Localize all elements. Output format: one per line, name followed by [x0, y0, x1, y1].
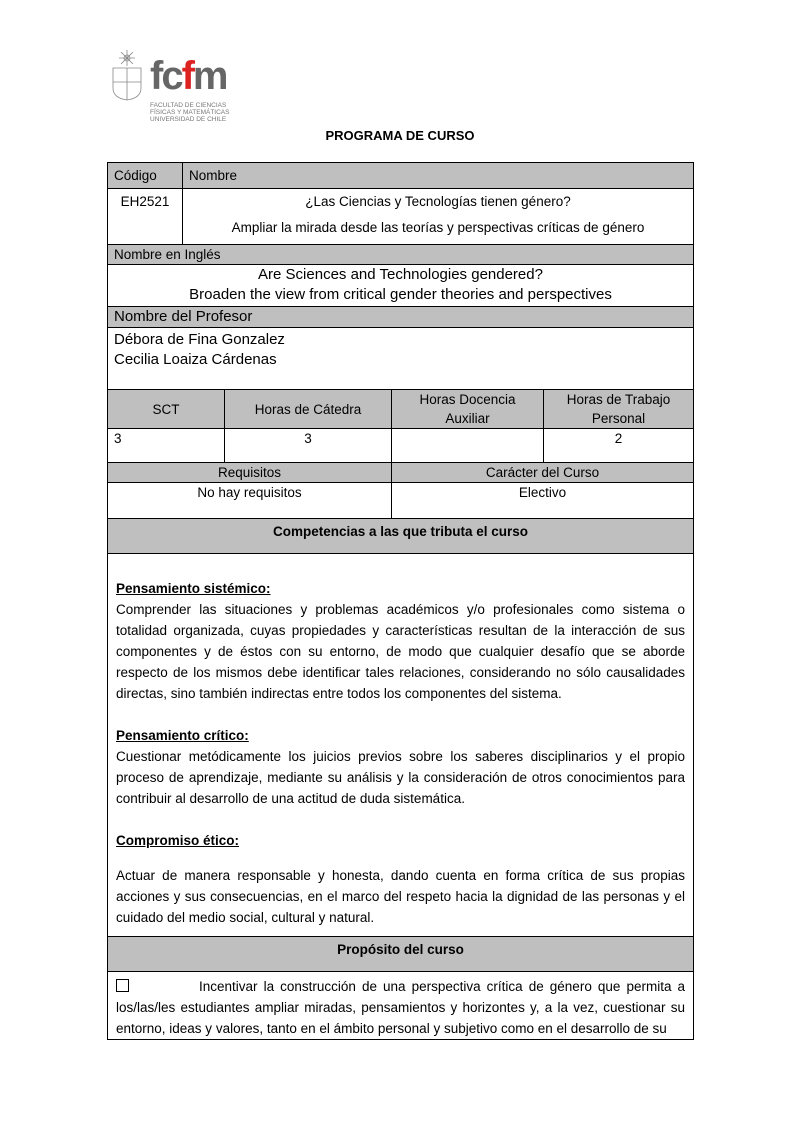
course-name-line: ¿Las Ciencias y Tecnologías tienen género? [305, 194, 571, 209]
logo-subtitle-line: FACULTAD DE CIENCIAS [150, 102, 227, 109]
competencia-title: Pensamiento sistémico: [116, 581, 271, 596]
fcfm-logo [110, 44, 240, 128]
course-name-line: Ampliar la mirada desde las teorías y perspectivas críticas de género [231, 220, 645, 235]
personal-header: Horas de Trabajo Personal [544, 390, 694, 429]
auxiliar-value [392, 429, 544, 463]
professor-name: Débora de Fina Gonzalez [114, 331, 285, 348]
catedra-value: 3 [225, 429, 392, 463]
english-name-line: Broaden the view from critical gender theories and perspectives [189, 286, 612, 303]
caracter-label: Carácter del Curso [392, 463, 694, 483]
sct-header: SCT [108, 390, 225, 429]
code-label: Código [108, 163, 183, 189]
competencia-text: Actuar de manera responsable y honesta, dando cuenta en forma crítica de sus propias acciones y sus consecuencias, en el marco del respeto hacia la dignidad de las personas y el cuidado del medio social, cultural y natural. [116, 868, 686, 925]
requisitos-label: Requisitos [108, 463, 392, 483]
course-code: EH2521 [108, 189, 183, 245]
competencia-title: Compromiso ético: [116, 833, 240, 848]
course-name [183, 189, 694, 245]
proposito-text: Incentivar la construcción de una perspectiva crítica de género que permita a los/las/les estudiantes ampliar miradas, pensamientos y horizontes y, a la vez, cuestionar su entorno, ideas y valores, tanto en el ámbito personal y subjetivo como en el desarrollo de su [116, 979, 686, 1036]
competencia-title: Pensamiento crítico: [116, 728, 249, 743]
professor-name: Cecilia Loaiza Cárdenas [114, 351, 277, 368]
university-crest-icon [110, 50, 144, 102]
logo-subtitle-line: UNIVERSIDAD DE CHILE [150, 116, 227, 123]
catedra-header: Horas de Cátedra [225, 390, 392, 429]
proposito-label: Propósito del curso [108, 937, 694, 972]
professors [108, 328, 694, 390]
course-table [107, 162, 694, 1040]
checkbox-icon [116, 979, 129, 992]
logo-subtitle-line: FÍSICAS Y MATEMÁTICAS [150, 109, 230, 116]
competencias-label: Competencias a las que tributa el curso [108, 519, 694, 554]
competencia-text: Cuestionar metódicamente los juicios previos sobre los saberes disciplinarios y el propio proceso de aprendizaje, mediante su análisis y la consideración de otros conocimientos para contribuir al desarrollo de una actitud de duda sistemática. [116, 749, 686, 806]
english-name [108, 265, 694, 307]
sct-value: 3 [108, 429, 225, 463]
competencia-text: Comprender las situaciones y problemas académicos y/o profesionales como sistema o totalidad organizada, cuyas propiedades y características resultan de la interacción de sus componentes y de éstos con su entorno, de modo que cualquier desafío que se aborde respecto de los mismos debe identificar tales relaciones, considerando no sólo causalidades directas, sino también indirectas entre todos los componentes del sistema. [116, 602, 686, 701]
name-label: Nombre [183, 163, 694, 189]
auxiliar-header: Horas Docencia Auxiliar [392, 390, 544, 429]
english-name-label: Nombre en Inglés [108, 245, 694, 265]
caracter-value: Electivo [392, 483, 694, 519]
logo-wordmark: fcfm [150, 54, 227, 98]
competencias-body [108, 554, 694, 937]
personal-value: 2 [544, 429, 694, 463]
requisitos-value: No hay requisitos [108, 483, 392, 519]
logo-subtitle [150, 102, 229, 123]
page-title: PROGRAMA DE CURSO [325, 128, 475, 143]
professor-label: Nombre del Profesor [108, 307, 694, 328]
english-name-line: Are Sciences and Technologies gendered? [258, 266, 543, 283]
proposito-body [108, 972, 694, 1040]
